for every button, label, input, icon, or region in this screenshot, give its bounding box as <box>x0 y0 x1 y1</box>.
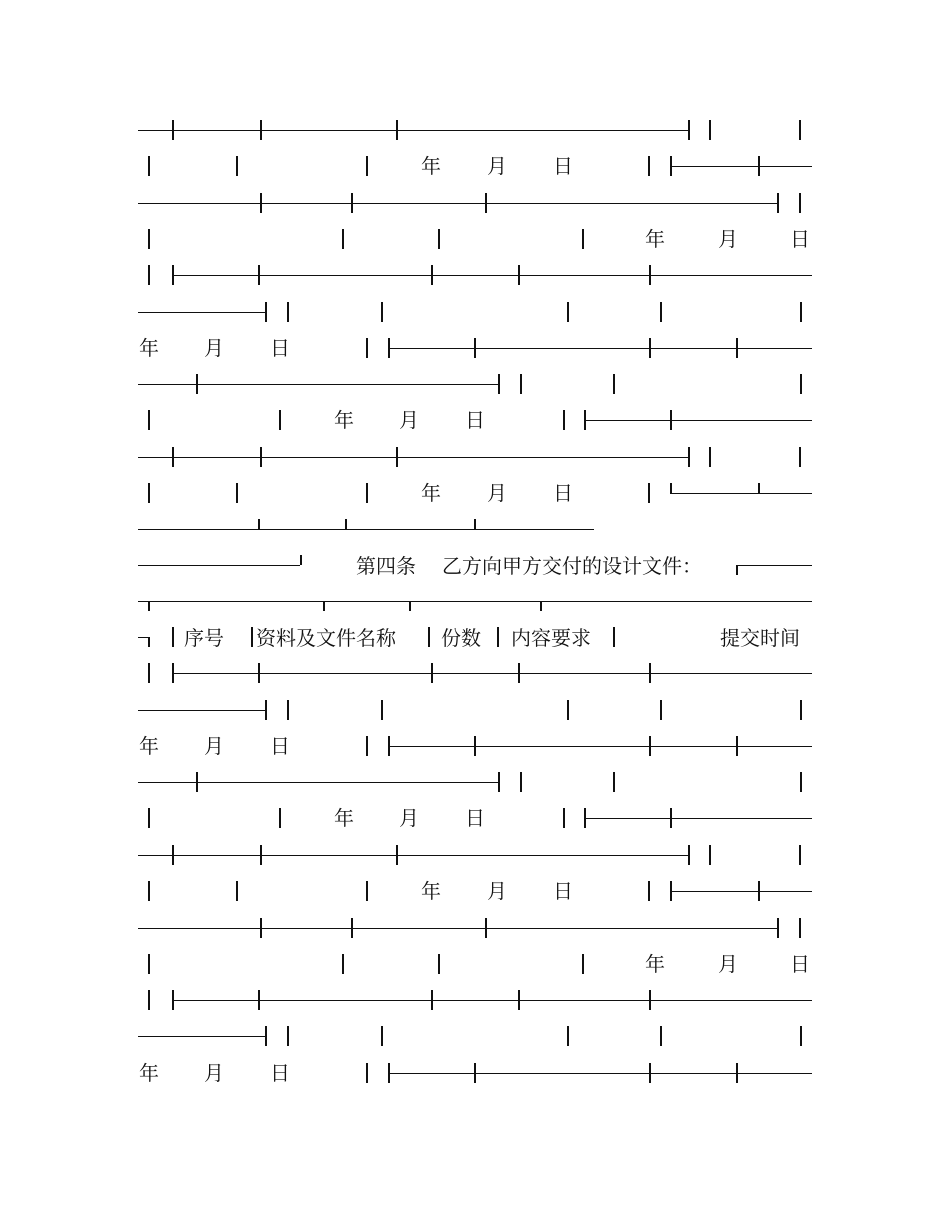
date-year-label: 年 <box>334 408 354 432</box>
table-rule <box>648 483 650 503</box>
table-rule <box>196 374 198 394</box>
table-rule <box>563 410 565 430</box>
table-rule <box>396 447 398 467</box>
table-rule <box>736 338 738 358</box>
table-rule <box>148 410 150 430</box>
table-rule <box>520 374 522 394</box>
header-content: 内容要求 <box>511 626 591 650</box>
table-rule <box>758 156 760 176</box>
date-day-label: 日 <box>790 227 810 251</box>
date-year-label: 年 <box>139 336 159 360</box>
table-rule <box>388 736 390 756</box>
table-rule <box>138 637 148 638</box>
date-day-label: 日 <box>790 952 810 976</box>
table-rule <box>670 166 812 167</box>
date-day-label: 日 <box>270 336 290 360</box>
table-rule <box>366 156 368 176</box>
table-rule <box>138 565 300 566</box>
header-name: 资料及文件名称 <box>256 626 396 650</box>
table-rule <box>474 736 476 756</box>
table-rule <box>518 265 520 285</box>
table-rule <box>649 990 651 1010</box>
table-rule <box>366 483 368 503</box>
clause-text: 乙方向甲方交付的设计文件： <box>442 554 702 578</box>
header-count: 份数 <box>441 626 481 650</box>
table-rule <box>342 229 344 249</box>
table-rule <box>148 265 150 285</box>
header-time: 提交时间 <box>720 626 800 650</box>
table-rule <box>351 193 353 213</box>
table-rule <box>260 845 262 865</box>
table-rule <box>670 410 672 430</box>
table-rule <box>381 700 383 720</box>
table-rule <box>582 954 584 974</box>
header-seq: 序号 <box>184 626 224 650</box>
table-rule <box>172 845 174 865</box>
date-day-label: 日 <box>465 806 485 830</box>
table-rule <box>800 700 802 720</box>
date-year-label: 年 <box>139 1061 159 1085</box>
table-rule <box>287 700 289 720</box>
table-rule <box>388 348 812 349</box>
table-rule <box>799 447 801 467</box>
table-rule <box>613 627 615 647</box>
table-rule <box>148 990 150 1010</box>
table-rule <box>148 808 150 828</box>
table-rule <box>258 265 260 285</box>
table-rule <box>172 265 174 285</box>
table-rule <box>438 229 440 249</box>
table-rule <box>582 229 584 249</box>
table-rule <box>567 700 569 720</box>
date-day-label: 日 <box>553 481 573 505</box>
table-rule <box>485 918 487 938</box>
table-rule <box>148 601 150 611</box>
table-rule <box>409 601 411 611</box>
table-rule <box>709 447 711 467</box>
date-year-label: 年 <box>645 952 665 976</box>
table-rule <box>540 601 542 611</box>
table-rule <box>251 627 253 647</box>
table-rule <box>148 483 150 503</box>
table-rule <box>279 410 281 430</box>
table-rule <box>172 275 812 276</box>
table-rule <box>236 156 238 176</box>
date-month-label: 月 <box>718 952 738 976</box>
table-rule <box>388 746 812 747</box>
table-rule <box>431 663 433 683</box>
table-rule <box>584 818 812 819</box>
table-rule <box>138 457 688 458</box>
table-rule <box>649 338 651 358</box>
table-rule <box>366 881 368 901</box>
table-rule <box>172 990 174 1010</box>
table-rule <box>138 384 498 385</box>
date-year-label: 年 <box>421 481 441 505</box>
table-rule <box>148 663 150 683</box>
table-rule <box>520 772 522 792</box>
table-rule <box>567 302 569 322</box>
table-rule <box>670 891 812 892</box>
table-rule <box>777 193 779 213</box>
table-rule <box>613 772 615 792</box>
table-rule <box>485 193 487 213</box>
table-rule <box>260 120 262 140</box>
table-rule <box>388 1063 390 1083</box>
table-rule <box>172 1000 812 1001</box>
table-rule <box>287 302 289 322</box>
table-rule <box>688 120 690 140</box>
table-rule <box>584 420 812 421</box>
table-rule <box>388 1073 812 1074</box>
table-rule <box>736 736 738 756</box>
table-rule <box>648 881 650 901</box>
date-month-label: 月 <box>204 734 224 758</box>
table-rule <box>279 808 281 828</box>
table-rule <box>381 1026 383 1046</box>
table-rule <box>172 627 174 647</box>
table-rule <box>196 772 198 792</box>
table-rule <box>323 601 325 611</box>
table-rule <box>660 700 662 720</box>
table-rule <box>709 845 711 865</box>
table-rule <box>138 312 265 313</box>
table-rule <box>758 881 760 901</box>
table-rule <box>396 120 398 140</box>
table-rule <box>148 156 150 176</box>
table-rule <box>366 338 368 358</box>
table-rule <box>381 302 383 322</box>
date-month-label: 月 <box>487 879 507 903</box>
table-rule <box>649 1063 651 1083</box>
table-rule <box>660 302 662 322</box>
date-month-label: 月 <box>399 806 419 830</box>
table-rule <box>172 447 174 467</box>
table-rule <box>649 663 651 683</box>
table-rule <box>660 1026 662 1046</box>
date-day-label: 日 <box>270 734 290 758</box>
table-rule <box>736 1063 738 1083</box>
table-rule <box>736 565 812 566</box>
date-month-label: 月 <box>399 408 419 432</box>
table-rule <box>388 338 390 358</box>
table-rule <box>366 1063 368 1083</box>
table-rule <box>236 881 238 901</box>
table-rule <box>260 918 262 938</box>
date-day-label: 日 <box>465 408 485 432</box>
table-rule <box>670 483 672 493</box>
date-day-label: 日 <box>553 879 573 903</box>
table-rule <box>649 265 651 285</box>
table-rule <box>300 555 302 565</box>
table-rule <box>518 663 520 683</box>
table-rule <box>688 447 690 467</box>
table-rule <box>474 338 476 358</box>
table-rule <box>518 990 520 1010</box>
table-rule <box>236 483 238 503</box>
table-rule <box>688 845 690 865</box>
table-rule <box>799 120 801 140</box>
table-rule <box>138 601 812 602</box>
table-rule <box>172 663 174 683</box>
table-rule <box>138 529 594 530</box>
table-rule <box>345 519 347 529</box>
table-rule <box>148 637 150 647</box>
table-rule <box>709 120 711 140</box>
table-rule <box>138 855 688 856</box>
table-rule <box>758 483 760 493</box>
table-rule <box>584 808 586 828</box>
table-rule <box>260 193 262 213</box>
table-rule <box>438 954 440 974</box>
table-rule <box>736 565 738 575</box>
table-rule <box>265 700 267 720</box>
table-rule <box>351 918 353 938</box>
table-rule <box>148 229 150 249</box>
date-year-label: 年 <box>645 227 665 251</box>
table-rule <box>431 265 433 285</box>
table-rule <box>148 881 150 901</box>
table-rule <box>777 918 779 938</box>
table-rule <box>800 1026 802 1046</box>
table-rule <box>172 120 174 140</box>
table-rule <box>567 1026 569 1046</box>
date-year-label: 年 <box>334 806 354 830</box>
table-rule <box>670 493 812 494</box>
table-rule <box>258 519 260 529</box>
date-month-label: 月 <box>487 154 507 178</box>
table-rule <box>428 627 430 647</box>
table-rule <box>799 193 801 213</box>
date-year-label: 年 <box>421 154 441 178</box>
table-rule <box>396 845 398 865</box>
table-rule <box>800 772 802 792</box>
table-rule <box>497 627 499 647</box>
clause-number: 第四条 <box>356 554 416 578</box>
table-rule <box>258 663 260 683</box>
date-month-label: 月 <box>204 336 224 360</box>
date-day-label: 日 <box>270 1061 290 1085</box>
table-rule <box>258 990 260 1010</box>
table-rule <box>474 519 476 529</box>
table-rule <box>670 808 672 828</box>
date-month-label: 月 <box>487 481 507 505</box>
table-rule <box>172 673 812 674</box>
table-rule <box>648 156 650 176</box>
table-rule <box>148 954 150 974</box>
table-rule <box>563 808 565 828</box>
table-rule <box>260 447 262 467</box>
table-rule <box>800 374 802 394</box>
table-rule <box>138 203 777 204</box>
table-rule <box>138 1036 265 1037</box>
table-rule <box>265 1026 267 1046</box>
date-year-label: 年 <box>421 879 441 903</box>
table-rule <box>649 736 651 756</box>
table-rule <box>431 990 433 1010</box>
table-rule <box>138 928 777 929</box>
table-rule <box>498 374 500 394</box>
table-rule <box>366 736 368 756</box>
table-rule <box>584 410 586 430</box>
table-rule <box>138 130 688 131</box>
table-rule <box>498 772 500 792</box>
date-year-label: 年 <box>139 734 159 758</box>
table-rule <box>799 918 801 938</box>
table-rule <box>613 374 615 394</box>
date-day-label: 日 <box>553 154 573 178</box>
table-rule <box>138 782 498 783</box>
table-rule <box>800 302 802 322</box>
table-rule <box>342 954 344 974</box>
table-rule <box>265 302 267 322</box>
table-rule <box>287 1026 289 1046</box>
table-rule <box>799 845 801 865</box>
date-month-label: 月 <box>204 1061 224 1085</box>
date-month-label: 月 <box>718 227 738 251</box>
table-rule <box>474 1063 476 1083</box>
table-rule <box>138 710 265 711</box>
